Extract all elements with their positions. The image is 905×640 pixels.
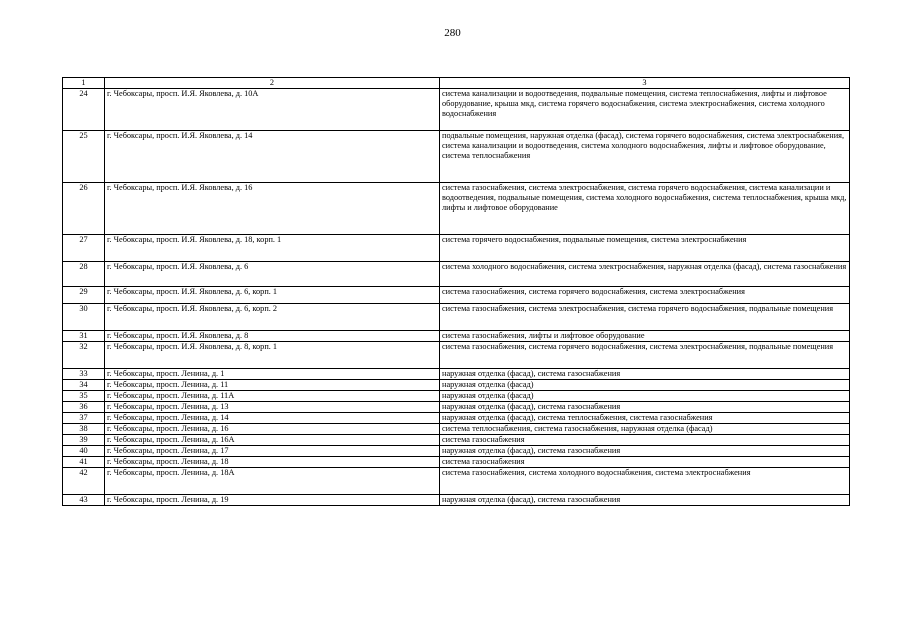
row-systems: система теплоснабжения, система газоснабжения, наружная отделка (фасад) [440,424,850,435]
row-address: г. Чебоксары, просп. Ленина, д. 18 [105,457,440,468]
row-number: 43 [63,495,105,506]
row-number: 30 [63,304,105,331]
row-number: 32 [63,342,105,369]
row-number: 27 [63,235,105,262]
row-address: г. Чебоксары, просп. И.Я. Яковлева, д. 6 [105,262,440,287]
row-systems: система газоснабжения [440,435,850,446]
table-row [63,495,850,506]
row-systems: система газоснабжения, система горячего водоснабжения, система электроснабжения, подвальные помещения [440,342,850,369]
table-row [63,380,850,391]
row-address: г. Чебоксары, просп. Ленина, д. 11А [105,391,440,402]
page-number: 280 [444,27,461,39]
row-systems: система газоснабжения, система холодного водоснабжения, система электроснабжения [440,468,850,495]
table-row [63,468,850,495]
table-row [63,446,850,457]
table-header-row [63,78,850,89]
column-header-number: 1 [63,78,105,89]
row-number: 33 [63,369,105,380]
row-address: г. Чебоксары, просп. Ленина, д. 11 [105,380,440,391]
row-systems: наружная отделка (фасад), система теплоснабжения, система газоснабжения [440,413,850,424]
row-address: г. Чебоксары, просп. Ленина, д. 19 [105,495,440,506]
row-systems: наружная отделка (фасад) [440,391,850,402]
row-number: 28 [63,262,105,287]
table-row [63,413,850,424]
row-systems: система холодного водоснабжения, система электроснабжения, наружная отделка (фасад), система газоснабжения [440,262,850,287]
row-systems: система газоснабжения [440,457,850,468]
row-number: 31 [63,331,105,342]
row-systems: система канализации и водоотведения, подвальные помещения, система теплоснабжения, лифты и лифтовое оборудование, крыша мкд, система горячего водоснабжения, система электроснабжения, система холодного водоснабжения [440,89,850,131]
column-header-systems: 3 [440,78,850,89]
row-address: г. Чебоксары, просп. И.Я. Яковлева, д. 8, корп. 1 [105,342,440,369]
row-address: г. Чебоксары, просп. Ленина, д. 13 [105,402,440,413]
row-address: г. Чебоксары, просп. Ленина, д. 17 [105,446,440,457]
row-systems: наружная отделка (фасад), система газоснабжения [440,402,850,413]
row-systems: система газоснабжения, система горячего водоснабжения, система электроснабжения [440,287,850,304]
row-systems: система газоснабжения, лифты и лифтовое оборудование [440,331,850,342]
row-address: г. Чебоксары, просп. И.Я. Яковлева, д. 14 [105,131,440,183]
table-row [63,89,850,131]
row-number: 37 [63,413,105,424]
row-number: 35 [63,391,105,402]
table-row [63,183,850,235]
table-row [63,435,850,446]
table-row [63,402,850,413]
table-row [63,262,850,287]
row-number: 40 [63,446,105,457]
row-number: 24 [63,89,105,131]
row-systems: наружная отделка (фасад), система газоснабжения [440,369,850,380]
row-address: г. Чебоксары, просп. И.Я. Яковлева, д. 16 [105,183,440,235]
row-number: 36 [63,402,105,413]
table-row [63,131,850,183]
table-row [63,304,850,331]
table-row [63,287,850,304]
row-address: г. Чебоксары, просп. Ленина, д. 18А [105,468,440,495]
table-row [63,424,850,435]
row-address: г. Чебоксары, просп. И.Я. Яковлева, д. 8 [105,331,440,342]
row-address: г. Чебоксары, просп. И.Я. Яковлева, д. 10А [105,89,440,131]
row-address: г. Чебоксары, просп. Ленина, д. 1 [105,369,440,380]
row-number: 41 [63,457,105,468]
table-row [63,457,850,468]
row-address: г. Чебоксары, просп. Ленина, д. 16А [105,435,440,446]
row-number: 34 [63,380,105,391]
row-systems: система газоснабжения, система электроснабжения, система горячего водоснабжения, система канализации и водоотведения, подвальные помещения, система холодного водоснабжения, система теплоснабжения, крыша мкд, лифты и лифтовое оборудование [440,183,850,235]
table-row [63,331,850,342]
row-systems: подвальные помещения, наружная отделка (фасад), система горячего водоснабжения, система электроснабжения, система канализации и водоотведения, система холодного водоснабжения, лифты и лифтовое оборудование, система теплоснабжения [440,131,850,183]
row-address: г. Чебоксары, просп. И.Я. Яковлева, д. 6, корп. 2 [105,304,440,331]
row-systems: система газоснабжения, система электроснабжения, система горячего водоснабжения, подвальные помещения [440,304,850,331]
table-row [63,342,850,369]
row-number: 38 [63,424,105,435]
row-systems: наружная отделка (фасад), система газоснабжения [440,495,850,506]
column-header-address: 2 [105,78,440,89]
row-number: 29 [63,287,105,304]
row-systems: наружная отделка (фасад) [440,380,850,391]
row-address: г. Чебоксары, просп. Ленина, д. 16 [105,424,440,435]
row-address: г. Чебоксары, просп. И.Я. Яковлева, д. 18, корп. 1 [105,235,440,262]
row-number: 39 [63,435,105,446]
registry-table [62,77,850,506]
row-number: 25 [63,131,105,183]
table-row [63,235,850,262]
table-row [63,369,850,380]
row-address: г. Чебоксары, просп. И.Я. Яковлева, д. 6, корп. 1 [105,287,440,304]
row-address: г. Чебоксары, просп. Ленина, д. 14 [105,413,440,424]
row-number: 42 [63,468,105,495]
row-systems: система горячего водоснабжения, подвальные помещения, система электроснабжения [440,235,850,262]
row-number: 26 [63,183,105,235]
row-systems: наружная отделка (фасад), система газоснабжения [440,446,850,457]
table-row [63,391,850,402]
